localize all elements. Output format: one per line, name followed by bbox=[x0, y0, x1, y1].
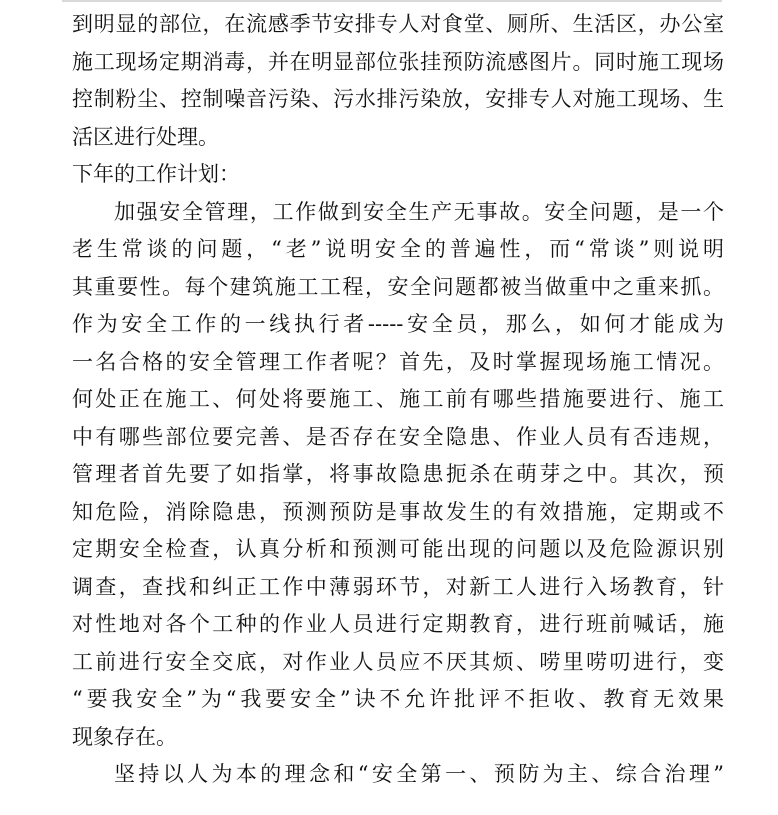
text-line: 中有哪些部位要完善、是否存在安全隐患、作业人员有否违规， bbox=[72, 424, 724, 449]
text-line: 到明显的部位，在流感季节安排专人对食堂、厕所、生活区，办公室 bbox=[72, 12, 724, 36]
text-line: 坚持以人为本的理念和“安全第一、预防为主、综合治理” bbox=[114, 762, 724, 786]
text-line: 何处正在施工、何处将要施工、施工前有哪些措施要进行、施工 bbox=[72, 387, 724, 411]
text-line: 管理者首先要了如指掌，将事故隐患扼杀在萌芽之中。其次，预 bbox=[72, 462, 724, 486]
text-line: 控制粉尘、控制噪音污染、污水排污染放，安排专人对施工现场、生 bbox=[72, 87, 724, 111]
text-line: 活区进行处理。 bbox=[72, 124, 219, 149]
text-line: 一名合格的安全管理工作者呢？首先，及时掌握现场施工情况。 bbox=[72, 349, 724, 374]
section-heading-plan bbox=[72, 156, 724, 194]
text-line: 定期安全检查，认真分析和预测可能出现的问题以及危险源识别 bbox=[72, 537, 724, 561]
document-body bbox=[72, 6, 724, 794]
heading-line: 下年的工作计划： bbox=[72, 162, 240, 186]
text-line: 作为安全工作的一线执行者-----安全员，那么，如何才能成为 bbox=[72, 312, 724, 336]
text-line: 对性地对各个工种的作业人员进行定期教育，进行班前喊话，施 bbox=[72, 612, 724, 636]
text-line: 老生常谈的问题，“老”说明安全的普遍性，而“常谈”则说明 bbox=[72, 237, 724, 261]
paragraph-safety-management bbox=[72, 194, 724, 757]
paragraph-intro-tail bbox=[72, 6, 724, 156]
text-line: 施工现场定期消毒，并在明显部位张挂预防流感图片。同时施工现场 bbox=[72, 49, 724, 74]
text-line: 知危险，消除隐患，预测预防是事故发生的有效措施，定期或不 bbox=[72, 499, 724, 524]
text-line: 现象存在。 bbox=[72, 724, 177, 749]
text-line: 工前进行安全交底，对作业人员应不厌其烦、唠里唠叨进行，变 bbox=[72, 649, 724, 674]
text-line: “要我安全”为“我要安全”诀不允许批评不拒收、教育无效果 bbox=[72, 687, 724, 711]
text-line: 其重要性。每个建筑施工工程，安全问题都被当做重中之重来抓。 bbox=[72, 274, 724, 299]
text-line: 加强安全管理，工作做到安全生产无事故。安全问题，是一个 bbox=[114, 199, 724, 224]
text-line: 调查，查找和纠正工作中薄弱环节，对新工人进行入场教育，针 bbox=[72, 574, 724, 599]
paragraph-people-oriented bbox=[72, 756, 724, 794]
top-rule bbox=[62, 0, 722, 2]
